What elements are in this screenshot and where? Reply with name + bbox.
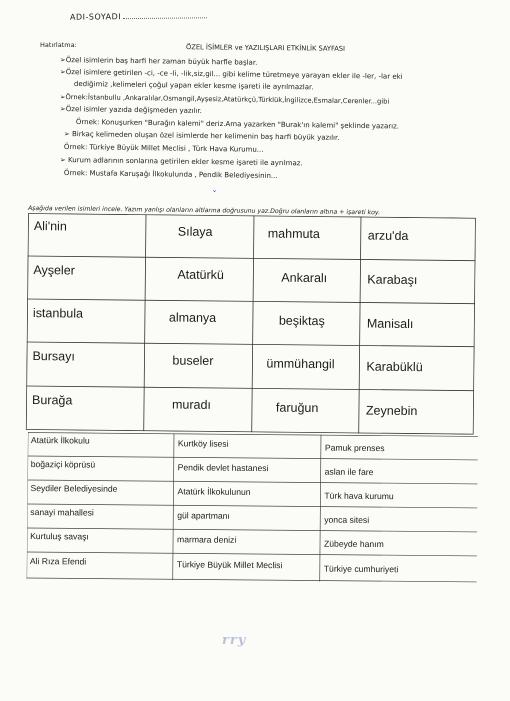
grid1-cell: mahmuta	[267, 226, 320, 242]
rule-line: dediğimiz ,kelimeleri çoğul yapan ekler kesme işareti ile ayrılmazlar.	[73, 80, 314, 92]
grid1-cell: beşiktaş	[278, 313, 325, 329]
watermark-logo: rry	[222, 633, 247, 648]
grid2-cell: Seydiler Belediyesinde	[30, 483, 118, 494]
grid1-cell: Zeynebin	[365, 403, 418, 419]
rule-line: ➢Özel isimler yazıda değişmeden yazılır.	[59, 105, 202, 115]
grid2-cell: Atatürk İlkokulunun	[177, 486, 251, 497]
rule-line: ➢ Birkaç kelimeden oluşan özel isimlerde her kelimenin baş harfi büyük yazılır.	[63, 130, 340, 142]
name-field[interactable]	[70, 11, 207, 21]
grid1-cell: Ankaralı	[281, 270, 328, 286]
grid2-cell: gül apartmanı	[177, 510, 230, 521]
grid1-cell: muradı	[171, 397, 211, 412]
grid2-cell: Kurtuluş savaşı	[30, 531, 89, 542]
name-blank-line	[123, 17, 207, 19]
grid2-cell: Türk hava kurumu	[324, 490, 394, 502]
grid2-cell: Pamuk prenses	[324, 442, 385, 454]
rule-line: ➢ Kurum adlarının sonlarına getirilen ekler kesme işareti ile ayrılmaz.	[59, 156, 303, 168]
single-name-grid	[26, 213, 476, 435]
grid2-cell: Türkiye cumhuriyeti	[323, 563, 399, 575]
grid2-cell: Zübeyde hanım	[323, 538, 384, 550]
grid2-cell: Pendik devlet hastanesi	[177, 462, 269, 474]
grid2-cell: Kurtköy lisesi	[177, 438, 229, 449]
grid1-cell: almanya	[168, 310, 217, 325]
rule-line: ➢Özel isimlerin baş harfi her zaman büyük harfle başlar.	[59, 56, 258, 67]
rule-line: Örnek: Konuşurken "Burağın kalemi" deriz.Ama yazarken "Burak'ın kalemi" şeklinde yazarız.	[75, 118, 400, 131]
grid1-cell: Ali'nin	[33, 219, 67, 234]
grid2-cell: Ali Rıza Efendi	[29, 556, 87, 567]
grid1-cell: ümmühangil	[266, 356, 335, 372]
grid2-cell: sanayi mahallesi	[30, 507, 94, 518]
grid1-cell: Atatürkü	[177, 267, 224, 283]
grid1-cell: Bursayı	[32, 349, 75, 364]
name-label: ADI-SOYADI	[69, 12, 122, 22]
grid1-cell: Burağa	[31, 393, 73, 408]
rule-line: Örnek: Mustafa Karuşağı İlkokulunda , Pendik Belediyesinin...	[63, 169, 278, 180]
instruction-text: Aşağıda verilen isimleri incele. Yazım yanlışı olanların altlarına doğrusunu yaz.Doğru olanların altına + işareti koy.	[27, 205, 381, 217]
grid1-cell: buseler	[172, 353, 214, 368]
pen-tick-mark: ˇ	[212, 190, 217, 201]
rule-line: Örnek: Türkiye Büyük Millet Meclisi , Türk Hava Kurumu...	[63, 143, 264, 154]
grid2-cell: Atatürk İlkokulu	[30, 435, 90, 446]
reminder-label: Hatırlatma:	[40, 41, 77, 49]
grid1-cell: Manisalı	[366, 316, 414, 332]
grid1-cell: faruğun	[275, 400, 319, 416]
compound-name-grid	[27, 432, 478, 583]
grid1-cell: arzu'da	[367, 228, 409, 243]
grid1-cell: Ayşeler	[33, 263, 75, 278]
rule-line: ➢Örnek:İstanbullu ,Ankaralılar,Osmangil,Ayşesiz,Atatürkçü,Türklük,İngilizce,Esmalar,Cerenler...gibi	[59, 93, 390, 106]
grid2-cell: aslan ile fare	[324, 466, 374, 478]
grid2-cell: boğaziçi köprüsü	[30, 459, 96, 470]
grid1-cell: Karabüklü	[366, 359, 423, 375]
grid1-cell: Karabaşı	[367, 272, 418, 288]
rule-line: ➢Özel isimlere getirilen -ci, -ce -li, -lik,siz,gil... gibi kelime türetmeye yarayan ekler ile -ler, -lar eki	[59, 68, 403, 81]
grid2-cell: yonca sitesi	[324, 514, 370, 525]
grid2-cell: marmara denizi	[177, 534, 237, 545]
page-title: ÖZEL İSİMLER ve YAZILIŞLARI ETKİNLİK SAYFASI	[185, 43, 346, 53]
grid2-cell: Türkiye Büyük Millet Meclisi	[176, 559, 283, 571]
grid1-cell: Sılaya	[177, 224, 213, 239]
grid1-cell: istanbula	[32, 306, 84, 321]
